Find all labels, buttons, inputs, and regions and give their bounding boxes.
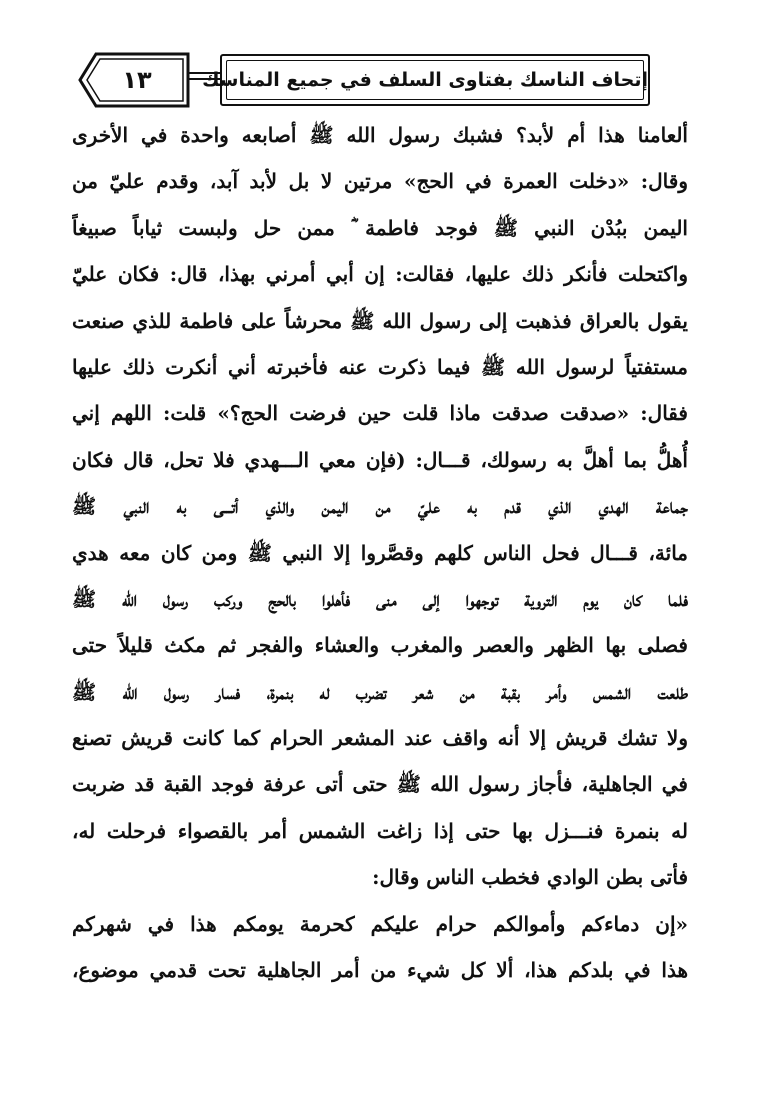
text-line: فقال: «صدقت صدقت ماذا قلت حين فرضت الحج؟» قلت: اللهم إني [72,401,688,426]
text-line: له بنمرة فنـــزل بها حتى إذا زاغت الشمس أمر بالقصواء فرحلت له، [72,818,688,843]
text-line: هذا في بلدكم هذا، ألا كل شيء من أمر الجاهلية تحت قدمي موضوع، [72,958,688,983]
text-line: واكتحلت فأنكر ذلك عليها، فقالت: إن أبي أمرني بهذا، قال: فكان عليّ [72,262,688,287]
text-line: مستفتياً لرسول الله ﷺ فيما ذكرت عنه فأخبرته أني أنكرت ذلك عليها [72,354,688,379]
page-number: ١٣ [122,66,152,94]
book-title: إتحاف الناسك بفتاوى السلف في جميع المناسك [202,69,648,91]
text-line: أُهلُّ بما أهلَّ به رسولك، قـــال: (فإن معي الـــهدي فلا تحل، قال فكان [72,447,688,472]
text-line: ألعامنا هذا أم لأبد؟ فشبك رسول الله ﷺ أصابعه واحدة في الأخرى [72,123,688,147]
text-line: اليمن ببُدْن النبي ﷺ فوجد فاطمة ؓ ممن حل ولبست ثياباً صبيغاً [72,215,688,240]
text-line: وقال: «دخلت العمرة في الحج» مرتين لا بل لأبد آبد، وقدم عليّ من [72,169,688,194]
text-line: «إن دماءكم وأموالكم حرام عليكم كحرمة يومكم هذا في شهركم [72,911,688,936]
text-line: طلعت الشمس وأمر بقبة من شعر تضرب له بنمرة، فسار رسول الله ﷺ [72,679,688,704]
text-line: ولا تشك قريش إلا أنه واقف عند المشعر الحرام كما كانت قريش تصنع [72,726,688,751]
page-header [78,44,650,120]
text-line: فلما كان يوم التروية توجهوا إلى منى فأهلوا بالحج وركب رسول الله ﷺ [72,586,688,611]
text-line: فأتى بطن الوادي فخطب الناس وقال: [372,865,688,890]
text-line: في الجاهلية، فأجاز رسول الله ﷺ حتى أتى عرفة فوجد القبة قد ضربت [72,772,688,797]
text-line: مائة، قـــال فحل الناس كلهم وقصَّروا إلا النبي ﷺ ومن كان معه هدي [72,540,688,565]
text-line: يقول بالعراق فذهبت إلى رسول الله ﷺ محرشاً على فاطمة للذي صنعت [72,308,688,333]
text-line: فصلى بها الظهر والعصر والمغرب والعشاء والفجر ثم مكث قليلاً حتى [72,633,688,658]
page-text [72,112,688,993]
title-frame [202,54,650,106]
page-number-badge [78,52,190,108]
text-line: جماعة الهدي الذي قدم به عليّ من اليمن والذي أتـــى به النبي ﷺ [72,494,688,519]
